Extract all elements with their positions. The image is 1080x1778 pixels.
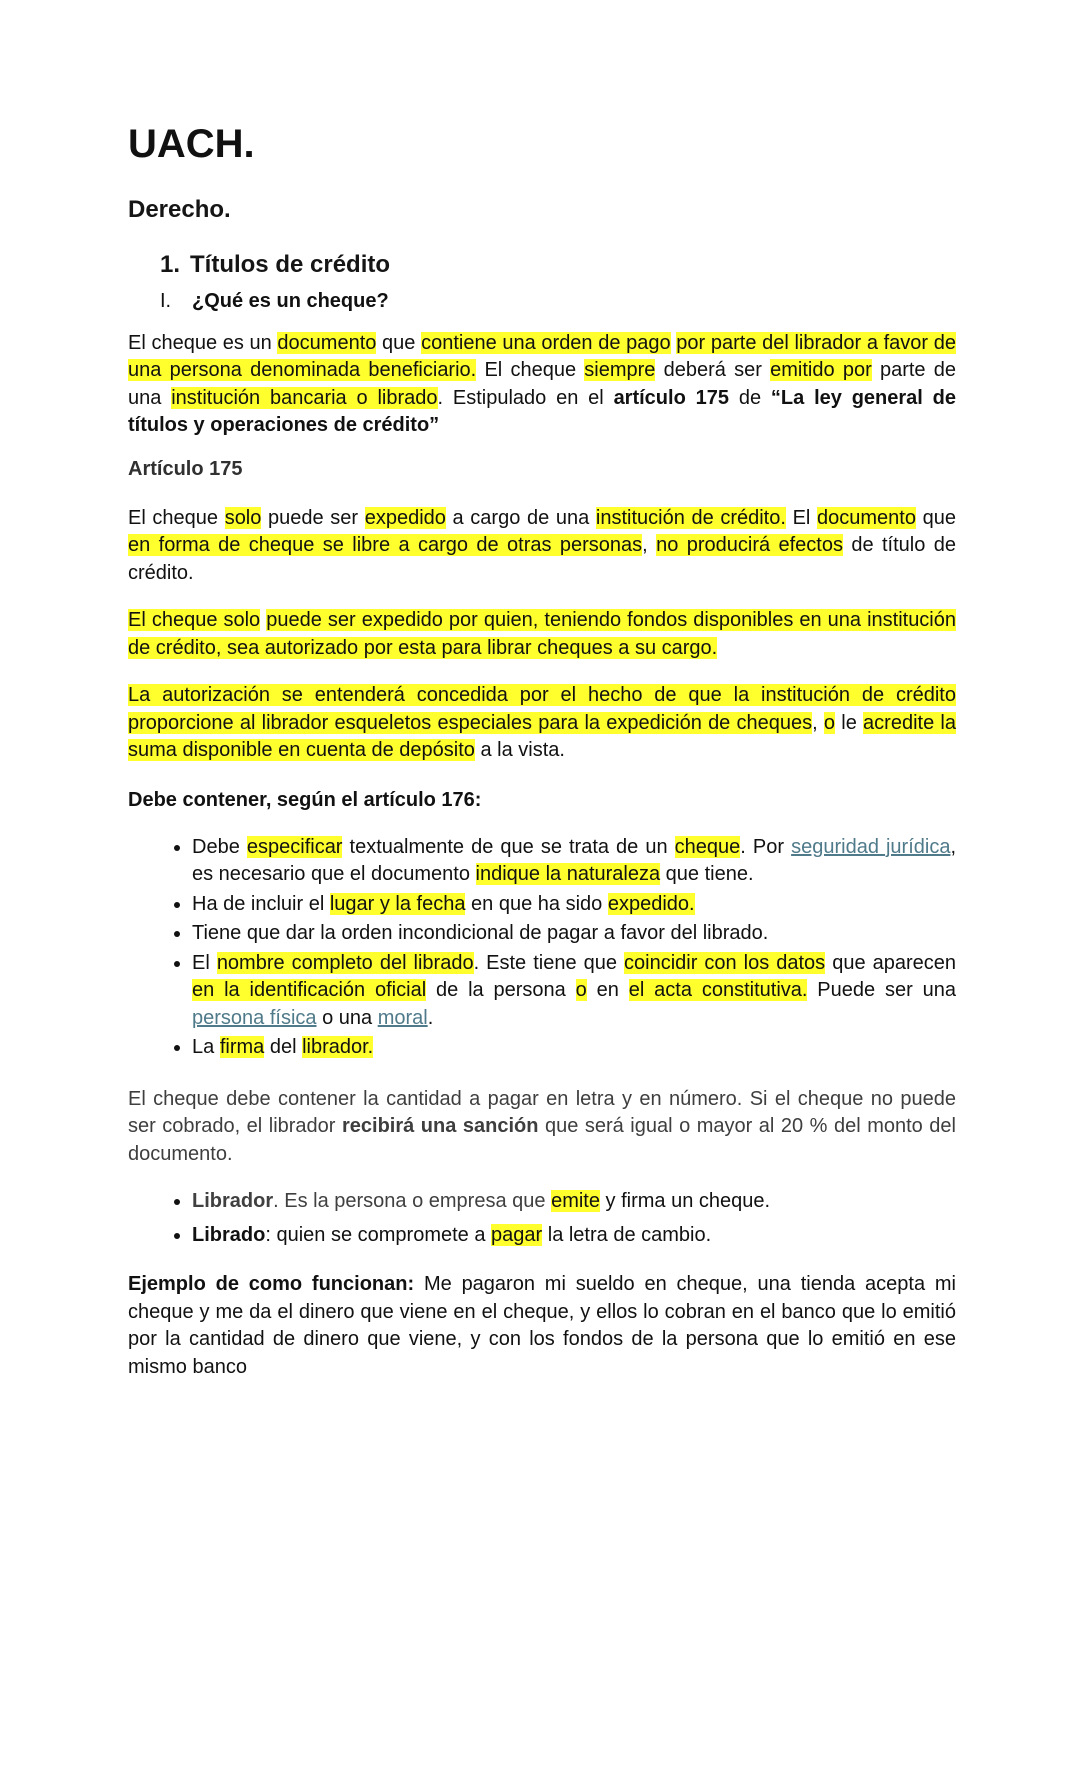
highlighted-text: expedido [364,506,446,529]
text-run: Me pagaron mi sueldo en cheque, una tienda acepta mi cheque y me da el dinero que viene en el cheque, y ellos lo cobran en el banco que lo emitió por la cantidad de dinero que viene, y con los fondos de la persona que lo emitió en ese mismo banco [128,1273,956,1378]
text-run: a la vista. [474,739,565,762]
highlighted-text: por parte del librador a favor de una persona denominada beneficiario. [128,331,956,382]
text-run: en [586,979,629,1002]
text-run: El [785,506,818,529]
text-run: de la persona [426,979,576,1002]
highlighted-text: o [575,979,587,1002]
bold-text: recibirá una sanción [341,1115,539,1138]
text-run: que [915,506,956,529]
text-run: El cheque [128,506,225,529]
highlighted-text: coincidir con los datos [624,951,826,974]
text-run: El [192,951,217,974]
text-run: que tiene. [660,863,754,886]
text-run: El cheque [476,359,585,382]
text-run: . [427,1006,434,1029]
text-run: El cheque es un [128,331,278,354]
text-run: que será igual o mayor al 20 % del monto del documento. [128,1115,956,1165]
text-run: , [812,711,824,734]
highlighted-text: indique la naturaleza [475,863,661,886]
text-run: . Estipulado en el [437,386,614,409]
list-item [192,920,956,948]
bold-text: “La ley general de títulos y operaciones de crédito” [128,386,957,437]
highlighted-text: solo [224,506,262,529]
subsection-text: ¿Qué es un cheque? [192,289,389,312]
text-run: a cargo de una [445,506,596,529]
text-run: de [729,386,771,409]
highlighted-text: en forma de cheque se libre a cargo de otras personas [128,534,643,557]
highlighted-text: emitido por [770,359,872,382]
text-run: del [264,1036,303,1059]
paragraph-cheque-definition [128,330,956,440]
document-subtitle: Derecho. [128,196,231,223]
list-item [192,950,956,1033]
definitions-list [128,1188,956,1249]
text-run: textualmente de que se trata de un [342,835,675,858]
paragraph-sanction [128,1086,956,1169]
text-run: parte de una [128,359,957,409]
text-run: que aparecen [825,951,956,974]
text-run: El cheque debe contener la cantidad a pagar en letra y en número. Si el cheque no puede ser cobrado, el librador [128,1087,956,1138]
paragraph-article-175-b [128,607,956,662]
list-item [192,834,956,889]
list-item [192,891,956,919]
text-run: La [192,1036,220,1059]
highlighted-text: institución bancaria o librado [171,386,438,409]
highlighted-text: especificar [246,835,343,858]
document-title: UACH. [128,122,255,166]
list-item [192,1034,956,1062]
article-176-heading: Debe contener, según el artículo 176: [128,788,482,811]
highlighted-text: siempre [584,359,656,382]
highlighted-text: acredite la suma disponible en cuenta de depósito [128,711,956,762]
highlighted-text: firma [219,1036,265,1059]
list-item [192,1222,956,1250]
bold-term: Librado [192,1223,266,1246]
document-page [128,120,956,1381]
highlighted-text: El cheque solo [128,609,261,632]
highlighted-text: el acta constitutiva. [628,979,808,1002]
text-run: , [642,534,657,557]
bold-term: Librador [192,1190,274,1213]
highlighted-text: documento [277,331,377,354]
highlighted-text: librador. [302,1036,374,1059]
text-run: deberá ser [655,359,771,382]
highlighted-text: institución de crédito. [595,506,786,529]
highlighted-text: emite [551,1190,600,1213]
bold-text: artículo 175 [613,386,729,409]
section-heading [160,251,956,280]
paragraph-article-175-c [128,682,956,765]
highlighted-text: La autorización se entenderá concedida por el hecho de que la institución de crédito proporcione al librador esqueletos especiales para la expedición de cheques [128,684,956,734]
link-persona-fisica[interactable]: persona física [192,1006,317,1029]
subsection-heading [160,288,956,314]
text-run: la letra de cambio. [542,1223,712,1246]
text-run: en que ha sido [465,892,608,915]
text-run: Puede ser una [807,979,956,1002]
section-text: Títulos de crédito [190,250,391,278]
text-run: Tiene que dar la orden incondicional de pagar a favor del librado. [192,922,769,945]
text-run: o una [316,1006,378,1029]
highlighted-text: contiene una orden de pago [421,331,671,354]
text-run: Ha de incluir el [192,892,330,915]
bold-text: Ejemplo de como funcionan: [128,1273,415,1296]
highlighted-text: en la identificación oficial [192,979,427,1002]
text-run: de título de crédito. [128,534,956,584]
text-run: : quien se compromete a [265,1223,492,1246]
text-run: puede ser [261,506,365,529]
highlighted-text: pagar [491,1223,543,1246]
highlighted-text: lugar y la fecha [329,892,466,915]
text-run: Debe [192,835,247,858]
highlighted-text: cheque [674,835,741,858]
requirements-list [128,834,956,1062]
paragraph-article-175-a [128,505,956,588]
highlighted-text: expedido. [607,892,695,915]
link-seguridad-juridica[interactable]: seguridad jurídica [791,835,951,858]
highlighted-text: documento [817,506,916,529]
list-item [192,1188,956,1216]
paragraph-example [128,1271,956,1381]
text-run: . Es la persona o empresa que [273,1190,552,1213]
text-run: que [376,331,422,354]
text-run: , es necesario que el documento [192,835,957,886]
section-number: 1. [160,250,181,278]
highlighted-text: o [823,711,836,734]
highlighted-text: puede ser expedido por quien, teniendo fondos disponibles en una institución de crédito, sea autorizado por esta para librar cheques a su cargo. [128,609,957,659]
link-moral[interactable]: moral [377,1006,428,1029]
highlighted-text: nombre completo del librado [216,951,474,974]
text-run: le [835,711,864,734]
text-run: y firma un cheque. [599,1190,771,1213]
text-run: . Este tiene que [473,951,624,974]
article-175-heading: Artículo 175 [128,457,243,480]
highlighted-text: no producirá efectos [656,534,843,557]
subsection-number: I. [160,289,172,312]
text-run: . Por [740,835,792,858]
